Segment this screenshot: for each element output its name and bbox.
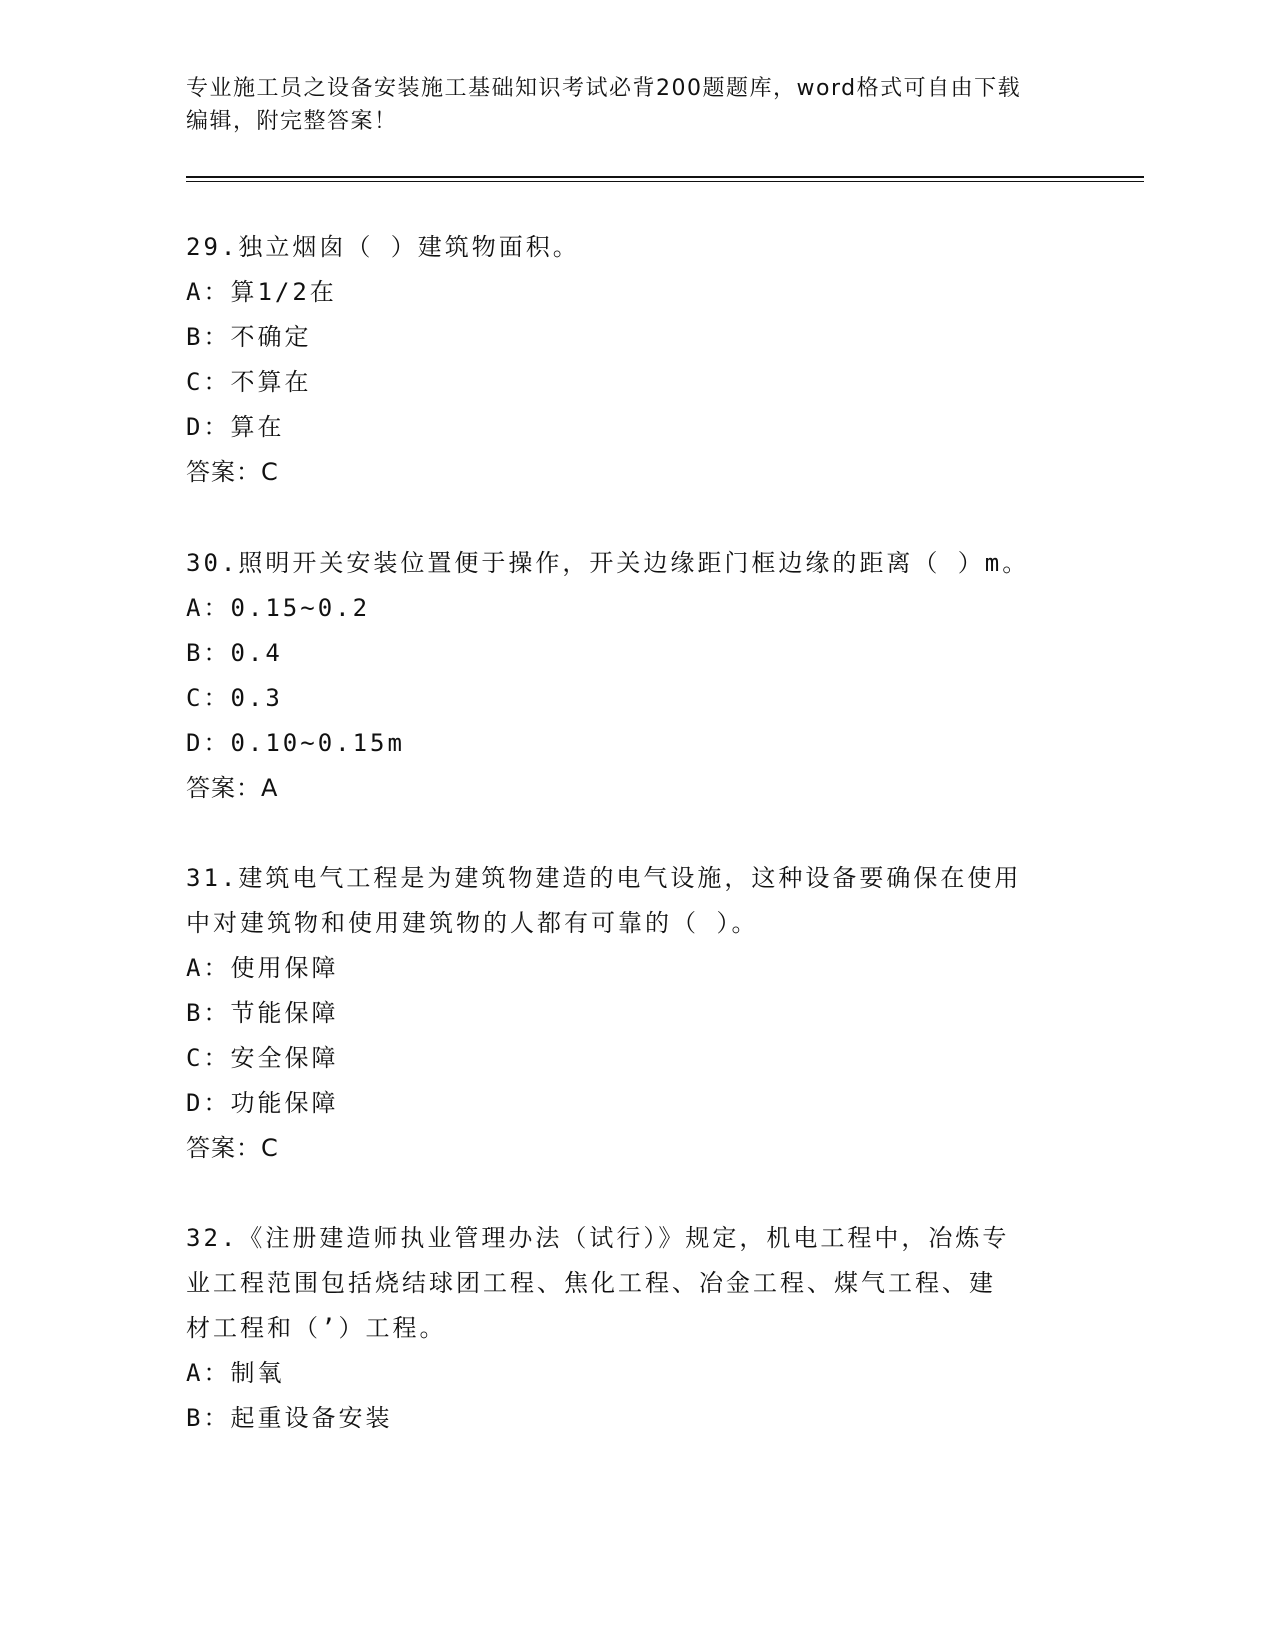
question-32 xyxy=(186,1216,1086,1441)
option-a: A：算1/2在 xyxy=(186,278,337,306)
question-stem-line-2: 中对建筑物和使用建筑物的人都有可靠的（ ）。 xyxy=(186,909,759,937)
question-30 xyxy=(186,541,1086,811)
option-b: B：节能保障 xyxy=(186,999,339,1027)
question-29 xyxy=(186,225,1086,495)
option-d: D：0.10~0.15m xyxy=(186,729,405,757)
option-c: C：不算在 xyxy=(186,368,312,396)
answer: 答案：C xyxy=(186,458,279,486)
header-rule-thin xyxy=(186,181,1144,182)
question-stem-line-1: 31.建筑电气工程是为建筑物建造的电气设施，这种设备要确保在使用 xyxy=(186,864,1022,892)
option-d: D：算在 xyxy=(186,413,285,441)
document-header xyxy=(186,72,1086,138)
option-a: A：制氧 xyxy=(186,1359,285,1387)
option-d: D：功能保障 xyxy=(186,1089,339,1117)
header-rule-thick xyxy=(186,176,1144,178)
option-b: B：起重设备安装 xyxy=(186,1404,393,1432)
option-a: A：使用保障 xyxy=(186,954,339,982)
question-stem-line-2: 业工程范围包括烧结球团工程、焦化工程、冶金工程、煤气工程、建 xyxy=(186,1269,996,1297)
answer: 答案：A xyxy=(186,774,279,802)
option-c: C：0.3 xyxy=(186,684,283,712)
header-line-1: 专业施工员之设备安装施工基础知识考试必背200题题库，word格式可自由下载 xyxy=(186,76,1022,101)
option-b: B：0.4 xyxy=(186,639,283,667)
question-31 xyxy=(186,856,1086,1171)
question-stem-line-3: 材工程和（’）工程。 xyxy=(186,1314,447,1342)
option-c: C：安全保障 xyxy=(186,1044,339,1072)
header-line-2: 编辑，附完整答案！ xyxy=(186,109,398,134)
answer: 答案：C xyxy=(186,1134,279,1162)
question-stem: 29.独立烟囱（ ）建筑物面积。 xyxy=(186,233,580,261)
option-b: B：不确定 xyxy=(186,323,312,351)
question-stem-line-1: 32.《注册建造师执业管理办法（试行）》规定，机电工程中，冶炼专 xyxy=(186,1224,1010,1252)
option-a: A：0.15~0.2 xyxy=(186,594,371,622)
question-stem: 30.照明开关安装位置便于操作，开关边缘距门框边缘的距离（ ）m。 xyxy=(186,549,1030,577)
